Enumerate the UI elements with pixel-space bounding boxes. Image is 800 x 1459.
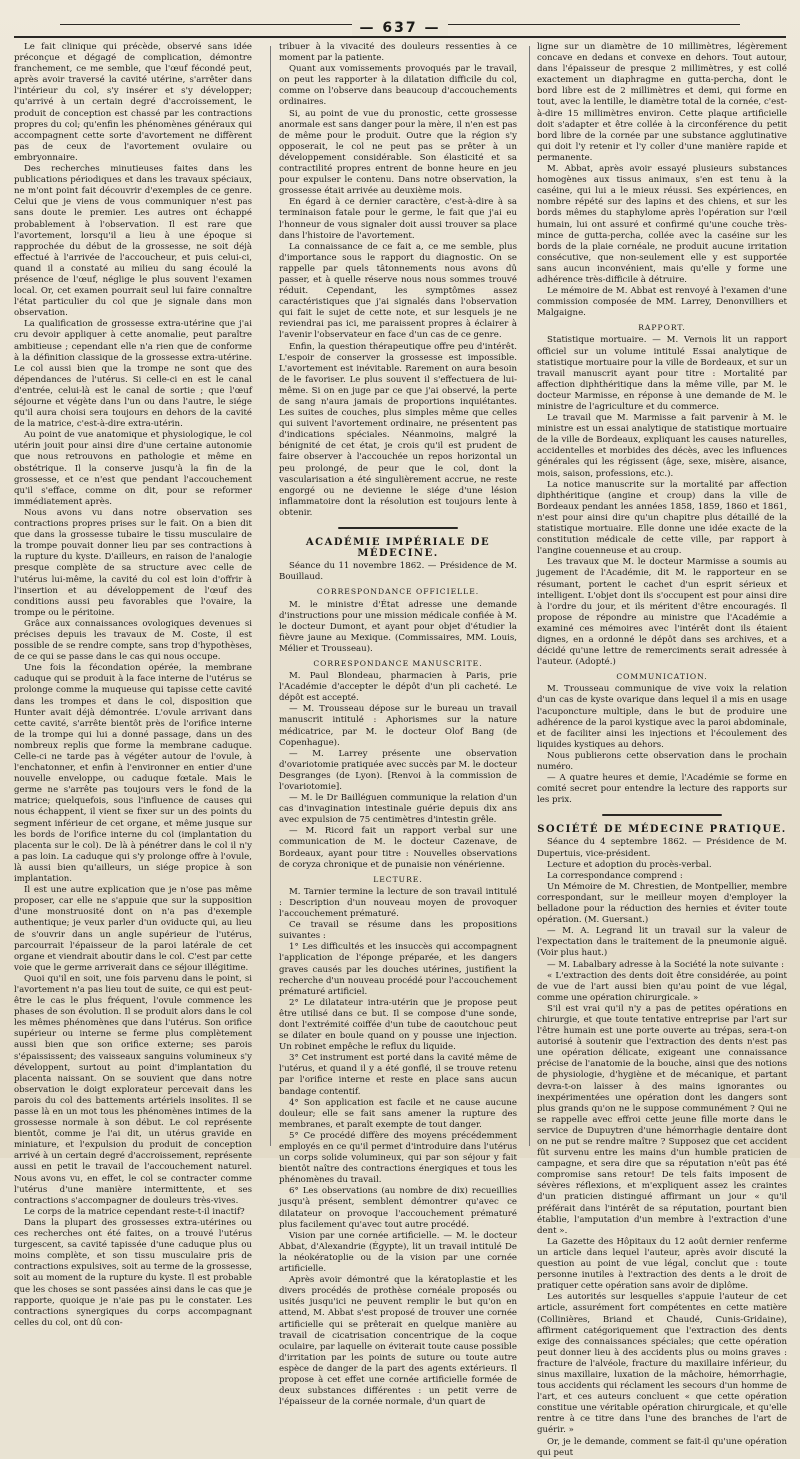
subheading: COMMUNICATION. [616, 672, 708, 682]
paragraph: Les autorités sur lesquelles s'appuie l'auteur de cet article, assurément fort compétentes en cette matière (Collinières, Briand et Chaudé, Cunis-Gridaine), affirment catégoriquement que l'extraction des dents exige des connaissances spéciales; que cette opération peut donner lieu à des accidents plus ou moins graves : fracture de l'alvéole, fracture du maxillaire inférieur, du sinus maxillaire, luxation de la mâchoire, hémorrhagie, tous accidents qui réclament les secours d'un homme de l'art, et ces auteurs concluent « que cette opération constitue une véritable opération chirurgicale, et qu'elle rentre à ce titre dans l'une des branches de l'art de guérir. » [537, 1292, 787, 1436]
paragraph: Quant aux vomissements provoqués par le travail, on peut les rapporter à la dilatation difficile du col, comme on l'observe dans beaucoup d'accouchements ordinaires. [279, 64, 517, 108]
paragraph: — M. le Dr Bailléguen communique la relation d'un cas d'invagination intestinale guérie depuis dix ans avec expulsion de 75 centimètres d'intestin grêle. [279, 793, 517, 826]
paragraph: tribuer à la vivacité des douleurs ressenties à ce moment par la patiente. [279, 42, 517, 64]
paragraph: S'il est vrai qu'il n'y a pas de petites opérations en chirurgie, et que toute tentative entreprise par l'art sur l'être humain est une porte ouverte au trépas, sera-t-on autorisé à soutenir que l'extraction des dents n'est pas une opération délicate, exigeant une connaissance précise de l'anatomie de la bouche, ainsi que des notions de physiologie, d'hygiène et de mécanique, et partant devra-t-on laisser à des mains ignorantes ou inexpérimentées une opération dont les dangers sont plus grands qu'on ne le suppose communément ? Qui ne se rappelle avec effroi cette jeune fille morte dans le service de Dupuytren d'une hémorrhagie dentaire dont on ne put se rendre maître ? Supposez que cet accident fût survenu entre les mains d'un humble praticien de campagne, et sera dire que sa réputation n'eût pas été compromise sans retour! De tels faits imposent de sévères réflexions, et m'expliquent assez les craintes d'un praticien distingué affirmant un jour « qu'il préférait dans l'intérêt de sa réputation, pourtant bien établie, l'amputation d'un membre à l'extraction d'une dent ». [537, 1003, 787, 1236]
section-ornament [279, 523, 517, 533]
paragraph: Quoi qu'il en soit, une fois parvenu dans le point, si l'avortement n'a pas lieu tout de suite, ce qui est peut-être le cas le plus fréquent, l'ovule commence les phases de son évolution. Il se produit alors dans le col les mêmes phénomènes que dans l'utérus. Son orifice supérieur ou interne se ferme plus complètement aussi bien que son orifice externe; ses parois s'épaississent; des vaisseaux sanguins volumineux s'y développent, surtout au point d'implantation du placenta naissant. On se souvient que dans notre observation le doigt explorateur percevait dans les parois du col des battements artériels insolites. Il se passe là en un mot tous les phénomènes intimes de la grossesse normale à son début. Le col représente bientôt, comme je l'ai dit, un utérus gravide en miniature, et l'expulsion du produit de conception arrivé à un certain degré d'accroissement, représente aussi en petit le travail de l'accouchement naturel. Nous avons vu, en effet, le col se contracter comme l'utérus d'une manière intermittente, et ses contractions s'accompagner de douleurs très-vives. [14, 973, 252, 1206]
paragraph: Nous avons vu dans notre observation ses contractions propres prises sur le fait. On a bien dit que dans la grossesse tubaire le tissu musculaire de la trompe pouvait donner lieu par ses contractions à la rupture du kyste. D'ailleurs, en raison de l'analogie presque complète de sa structure avec celle de l'utérus lui-même, la cavité du col est loin d'offrir à l'insertion et au développement de l'œuf des conditions aussi peu favorables que l'ovaire, la trompe ou le péritoine. [14, 507, 252, 618]
paragraph: Le fait clinique qui précède, observé sans idée préconçue et dégagé de complication, démontre franchement, ce me semble, que l'œuf fécondé peut, après avoir traversé la cavité utérine, s'arrêter dans l'intérieur du col, s'y insérer et s'y développer; qu'arrivé à un certain degré d'accroissement, le produit de conception est chassé par les contractions propres du col; qu'enfin les phénomènes généraux qui accompagnent cette sorte d'avortement ne diffèrent pas de ceux de l'avortement ovulaire ou embryonnaire. [14, 42, 252, 163]
section-title-academie: ACADÉMIE IMPÉRIALE DE MÉDECINE. [305, 537, 491, 560]
column-1 [14, 42, 252, 1328]
paragraph: — M. Trousseau dépose sur le bureau un travail manuscrit intitulé : Aphorismes sur la nature médicatrice, par M. le docteur Olof Bang (de Copenhague). [279, 704, 517, 748]
paragraph: Vision par une cornée artificielle. — M. le docteur Abbat, d'Alexandrie (Égypte), lit un travail intitulé De la néokératoplie ou de la vision par une cornée artificielle. [279, 1230, 517, 1275]
paragraph: Une fois la fécondation opérée, la membrane caduque qui se produit à la face interne de l'utérus se prolonge comme la muqueuse qui tapisse cette cavité dans les trompes et dans le col, disposition que Hunter avait déjà démontrée. L'ovule arrivant dans cette cavité, s'arrête bientôt près de l'orifice interne de la trompe qui lui a donné passage, dans un des nombreux replis que forme la membrane caduque. Celle-ci ne tarde pas à végéter autour de l'ovule, à l'enchatonner, et enfin à l'environner en entier d'une nouvelle enveloppe, ou caduque fœtale. Mais le germe ne s'arrête pas toujours vers le fond de la matrice; quelquefois, sous l'influence de causes qui nous échappent, il vient se fixer sur un des points du segment inférieur de cet organe, et même jusque sur les bords de l'orifice interne du col (implantation du placenta sur le col). De là à pénétrer dans le col il n'y a pas loin. La caduque qui s'y prolonge offre à l'ovule, là aussi bien qu'ailleurs, un siége propice à son implantation. [14, 663, 252, 885]
paragraph: Les travaux que M. le docteur Marmisse a soumis au jugement de l'Académie, dit M. le rapporteur en se résumant, portent le cachet d'un esprit sérieux et intelligent. L'objet dont ils s'occupent est pour ainsi dire à l'ordre du jour, et ils méritent d'être encouragés. Il propose de répondre au ministre que l'Académie a examiné ces mémoires avec l'intérêt dont ils étaient dignes, en a ordonné le dépôt dans ses archives, et a décidé qu'une lettre de remerciments serait adressée à l'auteur. (Adopté.) [537, 557, 787, 668]
paragraph: Dans la plupart des grossesses extra-utérines ou ces recherches ont été faites, on a trouvé l'utérus turgescent, sa cavité tapissée d'une caduque plus ou moins complète, et son tissu musculaire pris de contractions expulsives, soit au terme de la grossesse, soit au moment de la rupture du kyste. Il est probable que les choses se sont passées ainsi dans le cas que je rapporte, quoique je n'aie pas pu le constater. Les contractions synergiques du corps accompagnant celles du col, ont dû con- [14, 1217, 252, 1328]
session-line: Séance du 4 septembre 1862. — Présidence de M. Dupertuis, vice-président. [537, 837, 787, 859]
paragraph: M. Abbat, après avoir essayé plusieurs substances homogènes aux tissus animaux, s'en est tenu à la caséine, qui lui a le mieux réussi. Ses expériences, en nombre répété sur des lapins et des chiens, et sur les bords mêmes du staphylome après l'opération sur l'œil humain, lui ont assuré et confirmé qu'une couche très-mince de gutta-percha, collée avec la caséine sur les bords de la plaie cornéale, ne produit aucune irritation consécutive, que non-seulement elle y est supportée sans aucun inconvénient, mais qu'elle y forme une adhérence très-difficile à détruire. [537, 164, 787, 285]
column-2 [279, 42, 517, 1408]
paragraph: Ce travail se résume dans les propositions suivantes : [279, 920, 517, 942]
paragraph: Au point de vue anatomique et physiologique, le col utérin jouit pour ainsi dire d'une certaine autonomie que nous retrouvons en pathologie et même en obstétrique. Il la conserve jusqu'à la fin de la grossesse, et ce n'est que pendant l'accouchement qu'il s'efface, comme on dit, pour se reformer immédiatement après. [14, 430, 252, 507]
subheading: CORRESPONDANCE OFFICIELLE. [316, 587, 480, 597]
subheading: LECTURE. [373, 874, 423, 884]
paragraph: 6° Les observations (au nombre de dix) recueillies jusqu'à présent, semblent démontrer qu'avec ce dilatateur on provoque l'accouchement prématuré plus facilement qu'avec tout autre procédé. [279, 1186, 517, 1230]
paragraph: ligne sur un diamètre de 10 millimètres, légèrement concave en dedans et convexe en dehors. Tout autour, dans l'épaisseur de presque 2 millimètres, y est collé exactement un diaphragme en gutta-percha, dont le bord libre est de 2 millimètres et demi, qui forme en tout, avec la lentille, le diamètre total de la cornée, c'est-à-dire 15 millimètres environ. Cette plaque artificielle doit s'adapter et être collée à la circonférence du petit bord libre de la cornée par une substance agglutinative qui doit l'y retenir et l'y coller d'une manière rapide et permanente. [537, 42, 787, 163]
paragraph: 3° Cet instrument est porté dans la cavité même de l'utérus, et quand il y a été gonflé, il se trouve retenu par l'orifice interne et reste en place sans aucun bandage contentif. [279, 1053, 517, 1097]
paragraph: Un Mémoire de M. Chrestien, de Montpellier, membre correspondant, sur le meilleur moyen d'employer la belladone pour la réduction des hernies et éviter toute opération. (M. Guersant.) [537, 881, 787, 926]
paragraph: Le corps de la matrice cependant reste-t-il inactif? [24, 1206, 245, 1217]
paragraph: 4° Son application est facile et ne cause aucune douleur; elle se fait sans amener la rupture des membranes, et paraît exempte de tout danger. [279, 1097, 517, 1130]
paragraph: — M. Labalbary adresse à la Société la note suivante : [547, 959, 784, 970]
subheading: RAPPORT. [638, 323, 686, 333]
paragraph: Statistique mortuaire. — M. Vernois lit un rapport officiel sur un volume intitulé Essai analytique de statistique mortuaire pour la ville de Bordeaux, et sur un travail manuscrit ayant pour titre : Mortalité par affection diphthéritique dans la même ville, par M. le docteur Marmisse, en réponse à une demande de M. le ministre de l'agriculture et du commerce. [537, 335, 787, 412]
paragraph: La correspondance comprend : [547, 870, 683, 881]
paragraph: 5° Ce procédé diffère des moyens précédemment employés en ce qu'il permet d'introduire dans l'utérus un corps solide volumineux, qui par son séjour y fait bientôt naître des contractions énergiques et tous les phénomènes du travail. [279, 1130, 517, 1186]
paragraph: M. Trousseau communique de vive voix la relation d'un cas de kyste ovarique dans lequel il a mis en usage l'acuponcture multiple, dans le but de produire une adhérence de la paroi kystique avec la paroi abdominale, et de faciliter ainsi les injections et l'écoulement des liquides kystiques au dehors. [537, 684, 787, 750]
column-3 [537, 42, 787, 1458]
column-divider [529, 46, 530, 1146]
paragraph: La Gazette des Hôpitaux du 12 août dernier renferme un article dans lequel l'auteur, après avoir discuté la question au point de vue légal, conclut que : toute personne inutiles à l'extraction des dents a le droit de pratiquer cette opération sans avoir de diplôme. [537, 1236, 787, 1292]
paragraph: Si, au point de vue du pronostic, cette grossesse anormale est sans danger pour la mère, il n'en est pas de même pour le produit. Outre que la région s'y opposerait, le col ne peut pas se prêter à un développement considérable. Son élasticité et sa contractilité propres entrent de bonne heure en jeu pour expulser le contenu. Dans notre observation, la grossesse était arrivée au deuxième mois. [279, 108, 517, 197]
paragraph: Le travail que M. Marmisse a fait parvenir à M. le ministre est un essai analytique de statistique mortuaire de la ville de Bordeaux, expliquant les causes naturelles, accidentelles et morbides des décès, avec les influences générales qui les régissent (âge, sexe, misère, aisance, mois, saison, professions, etc.). [537, 413, 787, 479]
paragraph: — M. A. Legrand lit un travail sur la valeur de l'expectation dans le traitement de la pneumonie aiguë. (Voir plus haut.) [537, 926, 787, 959]
section-ornament [537, 810, 787, 820]
subheading: CORRESPONDANCE MANUSCRITE. [313, 658, 483, 668]
paragraph: En égard à ce dernier caractère, c'est-à-dire à sa terminaison fatale pour le germe, le fait que j'ai eu l'honneur de vous signaler doit aussi trouver sa place dans l'histoire de l'avortement. [279, 197, 517, 241]
paragraph: Des recherches minutieuses faites dans les publications périodiques et dans les travaux spéciaux, ne m'ont point fait découvrir d'exemples de ce genre. Celui que je viens de vous communiquer n'est pas sans doute le premier. Les autres ont échappé probablement à l'observation. Il est rare que l'avortement, lorsqu'il a lieu à une époque si rapprochée du début de la grossesse, ne soit déjà effectué à l'arrivée de l'accoucheur, et puis celui-ci, quand il a constaté au milieu du sang écoulé la présence de l'œuf, néglige le plus souvent l'examen local. Or, cet examen pourrait seul lui faire connaître l'état particulier du col que je signale dans mon observation. [14, 164, 252, 319]
paragraph: 1° Les difficultés et les insuccès qui accompagnent l'application de l'éponge préparée, et les dangers graves causés par les douches utérines, justifient la recherche d'un nouveau procédé pour l'accouchement prématuré artificiel. [279, 942, 517, 997]
paragraph: La connaissance de ce fait a, ce me semble, plus d'importance sous le rapport du diagnostic. On se rappelle par quels tâtonnements nous avons dû passer, et à quelle réserve nous nous sommes trouvé réduit. Cependant, les symptômes assez caractéristiques que j'ai signalés dans l'observation qui fait le sujet de cette note, et sur lesquels je ne reviendrai pas ici, me paraissent propres à éclairer à l'avenir l'observateur en face d'un cas de ce genre. [279, 241, 517, 341]
paragraph: Grâce aux connaissances ovologiques devenues si précises depuis les travaux de M. Coste, il est possible de se rendre compte, sans trop d'hypothèses, de ce qui se passe dans le cas qui nous occupe. [14, 618, 252, 663]
paragraph: 2° Le dilatateur intra-utérin que je propose peut être utilisé dans ce but. Il se compose d'une sonde, dont l'extrémité coiffée d'un tube de caoutchouc peut se dilater en boule quand on y pousse une injection. Un robinet empêche le reflux du liquide. [279, 997, 517, 1053]
paragraph: — M. Ricord fait un rapport verbal sur une communication de M. le docteur Cazenave, de Bordeaux, ayant pour titre : Nouvelles observations de coryza chronique et de punaisie non vénérienne. [279, 826, 517, 870]
column-divider [270, 46, 271, 1146]
header-rule-bottom [14, 36, 786, 38]
paragraph: M. Paul Blondeau, pharmacien à Paris, prie l'Académie d'accepter le dépôt d'un pli cacheté. Le dépôt est accepté. [279, 671, 517, 704]
paragraph: Il est une autre explication que je n'ose pas même proposer, car elle ne s'appuie que sur la supposition d'une monstruosité dont on n'a pas d'exemple authentique; je veux parler d'un oviducte qui, au lieu de s'ouvrir dans un angle supérieur de l'utérus, parcourrait l'épaisseur de la paroi latérale de cet organe et viendrait aboutir dans le col. C'est par cette voie que le germe arriverait dans ce séjour illégitime. [14, 885, 252, 973]
page-number: — 637 — [0, 20, 800, 36]
paragraph: Enfin, la question thérapeutique offre peu d'intérêt. L'espoir de conserver la grossesse est impossible. L'avortement est inévitable. Rarement on aura besoin de le favoriser. Le plus souvent il s'effectuera de lui-même. Si on en juge par ce que j'ai observé, la perte de sang n'aura jamais de proportions inquiétantes. Les suites de couches, plus simples même que celles qui suivent l'avortement ordinaire, ne présentent pas d'indications spéciales. Néanmoins, malgré la bénignité de cet état, je crois qu'il est prudent de faire observer à l'accouchée un repos horizontal un peu prolongé, de peur que le col, dont la vascularisation a été singulièrement accrue, ne reste engorgé ou ne devienne le siége d'une lésion inflammatoire dont la résolution est toujours lente à obtenir. [279, 341, 517, 518]
paragraph: Le mémoire de M. Abbat est renvoyé à l'examen d'une commission composée de MM. Larrey, Denonvilliers et Malgaigne. [537, 286, 787, 319]
paragraph: Lecture et adoption du procès-verbal. [547, 859, 712, 870]
page-header [0, 14, 800, 40]
paragraph: Après avoir démontré que la kératoplastie et les divers procédés de prothèse cornéale proposés ou usités jusqu'ici ne peuvent remplir le but qu'on en attend, M. Abbat s'est proposé de trouver une cornée artificielle qui se prêterait en quelque manière au travail de cicatrisation concentrique de la coque oculaire, par laquelle on éviterait toute cause possible d'irritation par les points de suture ou toute autre espèce de danger de la part des agents extérieurs. Il propose à cet effet une cornée artificielle formée de deux substances différentes : un petit verre de l'épaisseur de la cornée normale, d'un quart de [279, 1275, 517, 1408]
paragraph: M. Tarnier termine la lecture de son travail intitulé : Description d'un nouveau moyen de provoquer l'accouchement prématuré. [279, 886, 517, 920]
paragraph: « L'extraction des dents doit être considérée, au point de vue de l'art aussi bien qu'au point de vue légal, comme une opération chirurgicale. » [537, 970, 787, 1003]
paragraph: La qualification de grossesse extra-utérine que j'ai cru devoir appliquer à cette anomalie, peut paraître ambitieuse ; cependant elle n'a rien que de conforme à la définition classique de la grossesse extra-utérine. Le col aussi bien que la trompe ne sont que des dépendances de l'utérus. Si celle-ci en est le canal d'entrée, celui-là est le canal de sortie ; que l'œuf séjourne et végète dans l'un ou dans l'autre, le siége qu'il aura choisi sera toujours en dehors de la cavité de la matrice, c'est-à-dire extra-utérin. [14, 319, 252, 430]
paragraph: — M. Larrey présente une observation d'ovariotomie pratiquée avec succès par M. le docteur Desgranges (de Lyon). [Renvoi à la commission de l'ovariotomie]. [279, 748, 517, 792]
session-line: Séance du 11 novembre 1862. — Présidence de M. Bouillaud. [279, 561, 517, 583]
paragraph: — A quatre heures et demie, l'Académie se forme en comité secret pour entendre la lecture des rapports sur les prix. [537, 773, 787, 806]
paragraph: Nous publierons cette observation dans le prochain numéro. [537, 750, 787, 772]
paragraph: Or, je le demande, comment se fait-il qu'une opération qui peut [537, 1436, 787, 1458]
paragraph: La notice manuscrite sur la mortalité par affection diphthéritique (angine et croup) dans la ville de Bordeaux pendant les années 1858, 1859, 1860 et 1861, n'est pour ainsi dire qu'un chapitre plus détaillé de la statistique mortuaire. Elle donne une idée exacte de la constitution médicale de cette ville, par rapport à l'angine couenneuse et au croup. [537, 479, 787, 557]
section-title-societe: SOCIÉTÉ DE MÉDECINE PRATIQUE. [537, 824, 787, 836]
paragraph: M. le ministre d'État adresse une demande d'instructions pour une mission médicale confiée à M. le docteur Dumont, et ayant pour objet d'étudier la fièvre jaune au Mexique. (Commissaires, MM. Louis, Mélier et Trousseau). [279, 599, 517, 654]
